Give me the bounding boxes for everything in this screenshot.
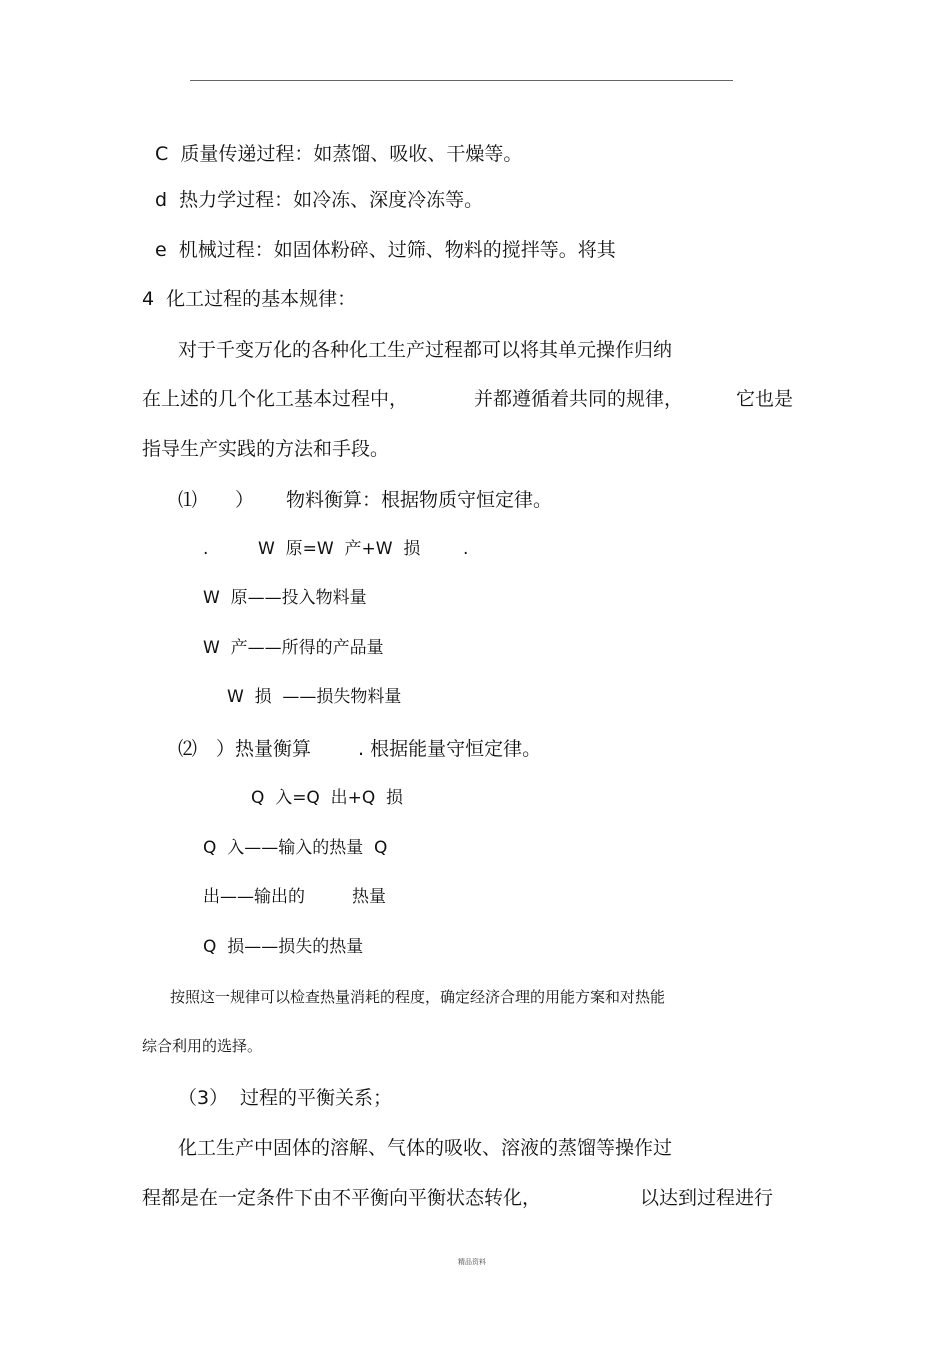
definition-w-product: W 产——所得的产品量 <box>203 638 384 658</box>
paragraph-line-part: 它也是 <box>736 388 794 410</box>
formula-heat-balance: Q 入=Q 出+Q 损 <box>251 788 404 808</box>
paragraph-line: 化工生产中固体的溶解、气体的吸收、溶液的蒸馏等操作过 <box>178 1137 673 1159</box>
item-number-3: （3） <box>178 1087 229 1109</box>
paragraph-line: 综合利用的选择。 <box>142 1037 263 1055</box>
formula-material-balance: W 原=W 产+W 损 <box>258 539 421 559</box>
definition-q-out-part: 热量 <box>352 887 386 907</box>
line-mass-transfer: C 质量传递过程：如蒸馏、吸收、干燥等。 <box>155 143 523 165</box>
item-title-heat-balance: ⑵ ）热量衡算 <box>178 738 312 760</box>
paragraph-line-part: 在上述的几个化工基本过程中， <box>142 388 409 410</box>
definition-w-loss: W 损 ——损失物料量 <box>227 687 402 707</box>
line-mechanical: e 机械过程：如固体粉碎、过筛、物料的搅拌等。将其 <box>155 239 616 261</box>
definition-q-in: Q 入——输入的热量 Q <box>203 838 388 858</box>
paragraph-line-part: 程都是在一定条件下由不平衡向平衡状态转化， <box>142 1187 542 1209</box>
header-rule <box>190 80 733 81</box>
line-thermodynamic: d 热力学过程：如冷冻、深度冷冻等。 <box>155 189 484 211</box>
formula-dot: . <box>463 539 469 559</box>
definition-w-raw: W 原——投入物料量 <box>203 588 367 608</box>
page-footer: 精品资料 <box>458 1258 486 1266</box>
paragraph-line-part: 并都遵循着共同的规律， <box>474 388 684 410</box>
item-title-equilibrium: 过程的平衡关系； <box>240 1087 393 1109</box>
item-number-1: ⑴ ） <box>178 489 255 511</box>
paragraph-line: 按照这一规律可以检查热量消耗的程度，确定经济合理的用能方案和对热能 <box>170 988 666 1006</box>
formula-dot: . <box>203 539 209 559</box>
definition-q-loss: Q 损——损失的热量 <box>203 937 364 957</box>
paragraph-line: 指导生产实践的方法和手段。 <box>142 438 390 460</box>
item-title-material-balance: 物料衡算：根据物质守恒定律。 <box>286 489 553 511</box>
paragraph-line-part: 以达到过程进行 <box>640 1187 774 1209</box>
item-desc-heat-balance: . 根据能量守恒定律。 <box>358 738 542 760</box>
definition-q-out: 出——输出的 <box>203 887 305 907</box>
section-heading-basic-laws: 4 化工过程的基本规律： <box>142 288 357 310</box>
paragraph-line: 对于千变万化的各种化工生产过程都可以将其单元操作归纳 <box>178 339 673 361</box>
